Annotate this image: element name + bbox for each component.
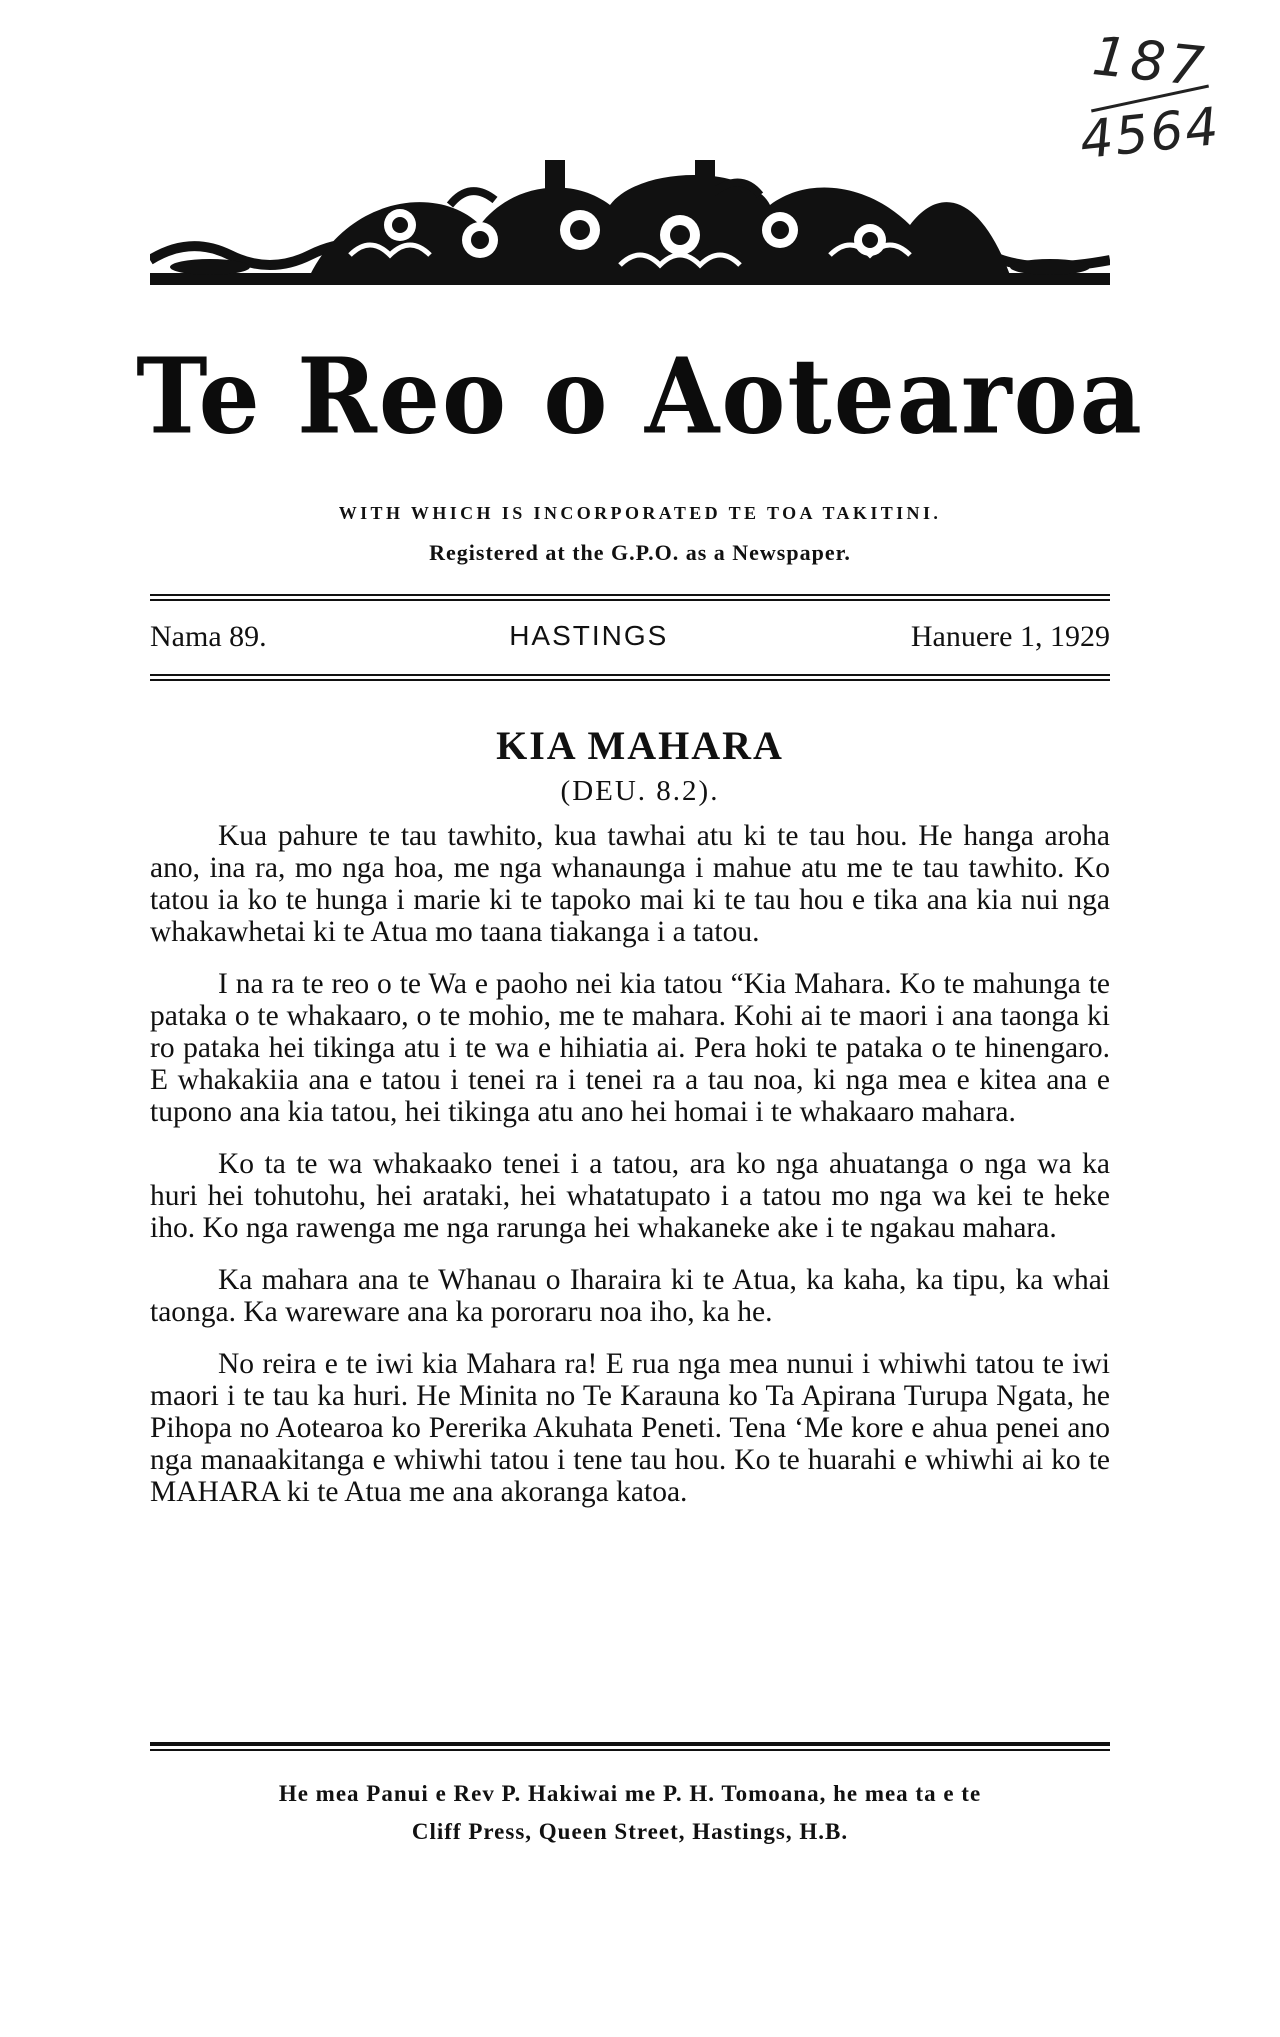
maori-carving-banner: [150, 155, 1110, 315]
divider-footer: [150, 1742, 1110, 1751]
publisher-footer: [150, 1775, 1110, 1851]
article-paragraph: I na ra te reo o te Wa e paoho nei kia tatou “Kia Mahara. Ko te mahunga te pataka o te whakaaro, o te mohio, me te mahara. Kohi ai te maori i ana taonga ki ro pataka hei tikinga atu i te wa e hihiatia ai. Pera hoki te pataka o te hinengaro. E whakakiia ana e tatou i tenei ra i tenei ra a tau noa, ki nga mea e kitea ana e tupono ana kia tatou, hei tikinga atu ano hei homai i te whakaaro mahara.: [150, 968, 1110, 1128]
article-paragraph: Kua pahure te tau tawhito, kua tawhai atu ki te tau hou. He hanga aroha ano, ina ra, mo nga hoa, me nga whanaunga i mahue atu me te tau tawhito. Ko tatou ia ko te hunga i marie ki te tapoko mai ki te tau hou e tika ana kia nui nga whakawhetai ki te Atua mo taana tiakanga i a tatou.: [150, 820, 1110, 948]
divider-top: [150, 594, 1110, 601]
article-paragraph: Ko ta te wa whakaako tenei i a tatou, ara ko nga ahuatanga o nga wa ka huri hei tohutohu, hei arataki, hei whatatupato i a tatou mo nga wa kei te heke iho. Ko nga rawenga me nga rarunga hei whakaneke ake i te ngakau mahara.: [150, 1148, 1110, 1244]
issue-date: Hanuere 1, 1929: [910, 620, 1110, 653]
article-subtitle: (DEU. 8.2).: [560, 775, 720, 807]
handwritten-number-bottom: 4564: [1077, 96, 1224, 172]
footer-line-2: Cliff Press, Queen Street, Hastings, H.B.: [411, 1819, 849, 1844]
handwritten-number-top: 187: [1089, 24, 1211, 99]
article-body: [150, 820, 1110, 1528]
footer-line-1: He mea Panui e Rev P. Hakiwai me P. H. Tomoana, he mea ta e te: [278, 1781, 982, 1806]
registered-line: Registered at the G.P.O. as a Newspaper.: [429, 540, 851, 565]
article-paragraph: Ka mahara ana te Whanau o Iharaira ki te Atua, ka kaha, ka tipu, ka whai taonga. Ka wareware ana ka pororaru noa iho, ka he.: [150, 1264, 1110, 1328]
issue-number: Nama 89.: [150, 620, 267, 653]
masthead-title: Te Reo o Aotearoa: [136, 335, 1144, 458]
article-title: KIA MAHARA: [496, 723, 784, 768]
issue-place: HASTINGS: [509, 620, 669, 651]
article-paragraph: No reira e te iwi kia Mahara ra! E rua nga mea nunui i whiwhi tatou te iwi maori i te tau ka huri. He Minita no Te Karauna ko Ta Apirana Turupa Ngata, he Pihopa no Aotearoa ko Pererika Akuhata Peneti. Tena ‘Me kore e ahua penei ano nga manaakitanga e whiwhi tatou i tene tau hou. Ko te huarahi e whiwhi ai ko te MAHARA ki te Atua me ana akoranga katoa.: [150, 1348, 1110, 1508]
divider-issue: [150, 674, 1110, 681]
handwritten-annotation: [1077, 24, 1224, 172]
incorporated-line: WITH WHICH IS INCORPORATED TE TOA TAKITINI.: [338, 503, 942, 523]
issue-line: [150, 620, 1110, 654]
